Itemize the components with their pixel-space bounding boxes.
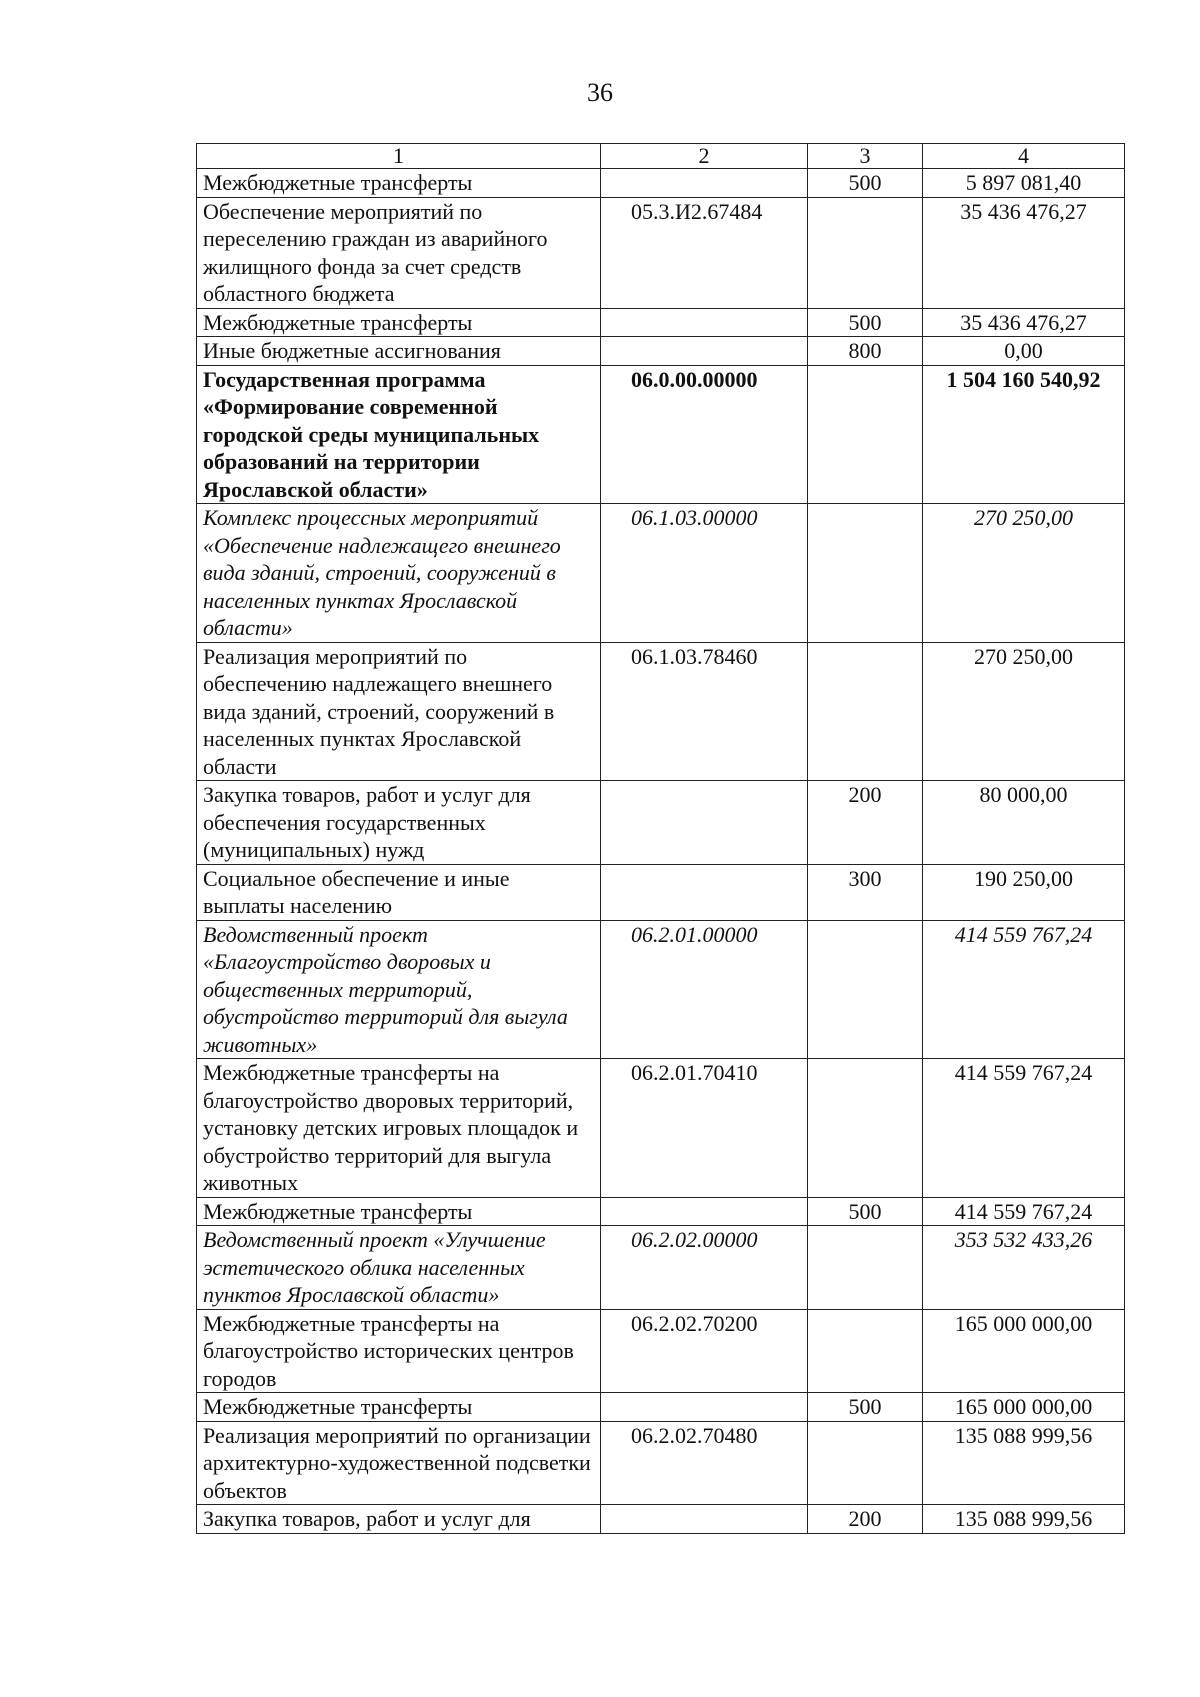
row-code-cell: 06.2.01.00000: [601, 920, 808, 1059]
row-expense-type-cell: 300: [808, 864, 923, 920]
row-code-cell: [601, 169, 808, 198]
table-row: [197, 1197, 1125, 1226]
column-number-row: [197, 144, 1125, 169]
column-number-4: 4: [923, 144, 1125, 169]
table-row: [197, 1505, 1125, 1534]
row-code-cell: 06.1.03.78460: [601, 642, 808, 781]
page-number: 36: [587, 78, 613, 107]
row-expense-type-cell: [808, 365, 923, 504]
row-amount-cell: 165 000 000,00: [923, 1393, 1125, 1422]
row-name-cell: Социальное обеспечение и иные выплаты населению: [197, 864, 601, 920]
row-name-cell: Ведомственный проект «Благоустройство дворовых и общественных территорий, обустройство территорий для выгула животных»: [197, 920, 601, 1059]
row-expense-type-cell: [808, 504, 923, 643]
row-amount-cell: 270 250,00: [923, 642, 1125, 781]
row-code-cell: [601, 864, 808, 920]
row-code-cell: [601, 308, 808, 337]
row-amount-cell: 353 532 433,26: [923, 1226, 1125, 1310]
row-code-cell: [601, 1393, 808, 1422]
row-name-cell: Комплекс процессных мероприятий «Обеспечение надлежащего внешнего вида зданий, строений, сооружений в населенных пунктах Ярославской области»: [197, 504, 601, 643]
row-amount-cell: 190 250,00: [923, 864, 1125, 920]
row-name-cell: Реализация мероприятий по обеспечению надлежащего внешнего вида зданий, строений, сооружений в населенных пунктах Ярославской области: [197, 642, 601, 781]
row-code-cell: 06.2.02.00000: [601, 1226, 808, 1310]
table-row: [197, 197, 1125, 308]
row-amount-cell: 0,00: [923, 337, 1125, 366]
budget-allocation-table: [196, 143, 1125, 1534]
row-name-cell: Государственная программа «Формирование современной городской среды муниципальных образований на территории Ярославской области»: [197, 365, 601, 504]
table-row: [197, 308, 1125, 337]
column-number-3: 3: [808, 144, 923, 169]
column-number-2: 2: [601, 144, 808, 169]
row-expense-type-cell: [808, 642, 923, 781]
row-amount-cell: 5 897 081,40: [923, 169, 1125, 198]
table-row: [197, 337, 1125, 366]
row-amount-cell: 414 559 767,24: [923, 920, 1125, 1059]
row-expense-type-cell: [808, 920, 923, 1059]
row-name-cell: Межбюджетные трансферты на благоустройство дворовых территорий, установку детских игровых площадок и обустройство территорий для выгула животных: [197, 1059, 601, 1198]
row-amount-cell: 135 088 999,56: [923, 1421, 1125, 1505]
row-amount-cell: 165 000 000,00: [923, 1309, 1125, 1393]
row-code-cell: [601, 781, 808, 865]
row-amount-cell: 270 250,00: [923, 504, 1125, 643]
row-amount-cell: 80 000,00: [923, 781, 1125, 865]
row-name-cell: Реализация мероприятий по организации архитектурно-художественной подсветки объектов: [197, 1421, 601, 1505]
row-code-cell: [601, 1505, 808, 1534]
budget-table-container: [196, 143, 1124, 1534]
row-name-cell: Иные бюджетные ассигнования: [197, 337, 601, 366]
row-name-cell: Обеспечение мероприятий по переселению граждан из аварийного жилищного фонда за счет средств областного бюджета: [197, 197, 601, 308]
row-amount-cell: 414 559 767,24: [923, 1197, 1125, 1226]
row-code-cell: 06.2.02.70200: [601, 1309, 808, 1393]
table-row: [197, 169, 1125, 198]
table-row: [197, 365, 1125, 504]
row-expense-type-cell: 500: [808, 169, 923, 198]
row-name-cell: Межбюджетные трансферты: [197, 1393, 601, 1422]
table-row: [197, 1309, 1125, 1393]
row-expense-type-cell: 500: [808, 1197, 923, 1226]
table-row: [197, 920, 1125, 1059]
row-expense-type-cell: [808, 197, 923, 308]
row-expense-type-cell: 800: [808, 337, 923, 366]
row-name-cell: Межбюджетные трансферты: [197, 1197, 601, 1226]
row-expense-type-cell: 500: [808, 1393, 923, 1422]
table-row: [197, 1226, 1125, 1310]
table-row: [197, 504, 1125, 643]
row-name-cell: Закупка товаров, работ и услуг для: [197, 1505, 601, 1534]
row-amount-cell: 414 559 767,24: [923, 1059, 1125, 1198]
table-row: [197, 1059, 1125, 1198]
row-code-cell: [601, 1197, 808, 1226]
row-expense-type-cell: 200: [808, 1505, 923, 1534]
row-name-cell: Закупка товаров, работ и услуг для обеспечения государственных (муниципальных) нужд: [197, 781, 601, 865]
row-expense-type-cell: 500: [808, 308, 923, 337]
row-amount-cell: 1 504 160 540,92: [923, 365, 1125, 504]
row-name-cell: Межбюджетные трансферты: [197, 308, 601, 337]
row-expense-type-cell: [808, 1421, 923, 1505]
column-number-1: 1: [197, 144, 601, 169]
row-code-cell: 06.0.00.00000: [601, 365, 808, 504]
row-code-cell: 05.3.И2.67484: [601, 197, 808, 308]
row-name-cell: Межбюджетные трансферты: [197, 169, 601, 198]
row-code-cell: [601, 337, 808, 366]
row-expense-type-cell: [808, 1309, 923, 1393]
row-code-cell: 06.2.01.70410: [601, 1059, 808, 1198]
row-expense-type-cell: [808, 1059, 923, 1198]
budget-table-body: [197, 144, 1125, 1534]
row-name-cell: Межбюджетные трансферты на благоустройство исторических центров городов: [197, 1309, 601, 1393]
table-row: [197, 642, 1125, 781]
row-expense-type-cell: 200: [808, 781, 923, 865]
row-code-cell: 06.2.02.70480: [601, 1421, 808, 1505]
row-expense-type-cell: [808, 1226, 923, 1310]
table-row: [197, 864, 1125, 920]
table-row: [197, 781, 1125, 865]
table-row: [197, 1393, 1125, 1422]
row-amount-cell: 35 436 476,27: [923, 308, 1125, 337]
row-amount-cell: 35 436 476,27: [923, 197, 1125, 308]
row-code-cell: 06.1.03.00000: [601, 504, 808, 643]
table-row: [197, 1421, 1125, 1505]
row-name-cell: Ведомственный проект «Улучшение эстетического облика населенных пунктов Ярославской области»: [197, 1226, 601, 1310]
row-amount-cell: 135 088 999,56: [923, 1505, 1125, 1534]
